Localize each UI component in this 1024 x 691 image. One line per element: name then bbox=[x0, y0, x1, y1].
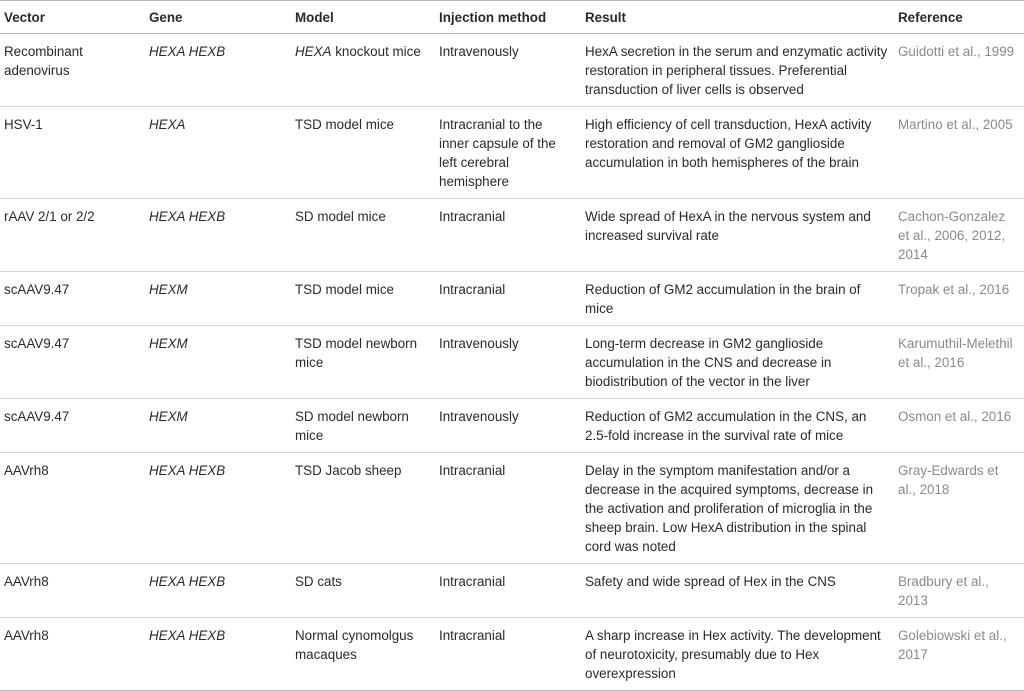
cell-model: TSD Jacob sheep bbox=[291, 453, 435, 564]
cell-reference: Gray-Edwards et al., 2018 bbox=[894, 453, 1024, 564]
cell-result: HexA secretion in the serum and enzymatic activity restoration in peripheral tissues. Preferential transduction of liver cells is observed bbox=[581, 34, 894, 107]
cell-reference: Cachon-Gonzalez et al., 2006, 2012, 2014 bbox=[894, 199, 1024, 272]
cell-reference: Martino et al., 2005 bbox=[894, 107, 1024, 199]
cell-injection-method: Intracranial bbox=[435, 564, 581, 618]
cell-model: SD model mice bbox=[291, 199, 435, 272]
cell-injection-method: Intracranial to the inner capsule of the left cerebral hemisphere bbox=[435, 107, 581, 199]
table-row bbox=[0, 272, 1024, 326]
cell-gene: HEXA HEXB bbox=[145, 564, 291, 618]
cell-result: Delay in the symptom manifestation and/or a decrease in the acquired symptoms, decrease in the activation and proliferation of microglia in the sheep brain. Low HexA distribution in the spinal cord was noted bbox=[581, 453, 894, 564]
header-gene: Gene bbox=[145, 1, 291, 34]
table-row bbox=[0, 564, 1024, 618]
table-row bbox=[0, 34, 1024, 107]
cell-result: Long-term decrease in GM2 ganglioside accumulation in the CNS and decrease in biodistribution of the vector in the liver bbox=[581, 326, 894, 399]
cell-injection-method: Intracranial bbox=[435, 199, 581, 272]
cell-model: TSD model mice bbox=[291, 107, 435, 199]
cell-result: A sharp increase in Hex activity. The development of neurotoxicity, presumably due to Hex overexpression bbox=[581, 618, 894, 691]
cell-injection-method: Intravenously bbox=[435, 326, 581, 399]
cell-gene: HEXM bbox=[145, 272, 291, 326]
cell-model: SD cats bbox=[291, 564, 435, 618]
cell-result: Wide spread of HexA in the nervous system and increased survival rate bbox=[581, 199, 894, 272]
cell-vector: HSV-1 bbox=[0, 107, 145, 199]
cell-reference: Guidotti et al., 1999 bbox=[894, 34, 1024, 107]
cell-reference: Osmon et al., 2016 bbox=[894, 399, 1024, 453]
cell-result: Reduction of GM2 accumulation in the brain of mice bbox=[581, 272, 894, 326]
cell-model: Normal cynomolgus macaques bbox=[291, 618, 435, 691]
cell-injection-method: Intracranial bbox=[435, 453, 581, 564]
cell-result: Reduction of GM2 accumulation in the CNS, an 2.5-fold increase in the survival rate of mice bbox=[581, 399, 894, 453]
cell-injection-method: Intracranial bbox=[435, 272, 581, 326]
cell-reference: Karumuthil-Melethil et al., 2016 bbox=[894, 326, 1024, 399]
cell-reference: Golebiowski et al., 2017 bbox=[894, 618, 1024, 691]
header-reference: Reference bbox=[894, 1, 1024, 34]
cell-model: TSD model mice bbox=[291, 272, 435, 326]
cell-gene: HEXA HEXB bbox=[145, 34, 291, 107]
header-model: Model bbox=[291, 1, 435, 34]
cell-vector: scAAV9.47 bbox=[0, 399, 145, 453]
cell-vector: AAVrh8 bbox=[0, 453, 145, 564]
header-result: Result bbox=[581, 1, 894, 34]
table-row bbox=[0, 107, 1024, 199]
cell-model: TSD model newborn mice bbox=[291, 326, 435, 399]
cell-gene: HEXA HEXB bbox=[145, 199, 291, 272]
table-row bbox=[0, 199, 1024, 272]
cell-vector: AAVrh8 bbox=[0, 618, 145, 691]
cell-result: Safety and wide spread of Hex in the CNS bbox=[581, 564, 894, 618]
header-vector: Vector bbox=[0, 1, 145, 34]
cell-result: High efficiency of cell transduction, HexA activity restoration and removal of GM2 ganglioside accumulation in both hemispheres of the brain bbox=[581, 107, 894, 199]
cell-gene: HEXA bbox=[145, 107, 291, 199]
cell-vector: AAVrh8 bbox=[0, 564, 145, 618]
cell-gene: HEXA HEXB bbox=[145, 618, 291, 691]
cell-model-text: knockout mice bbox=[331, 44, 421, 59]
table-body bbox=[0, 34, 1024, 691]
cell-vector: rAAV 2/1 or 2/2 bbox=[0, 199, 145, 272]
table-row bbox=[0, 618, 1024, 691]
cell-reference: Tropak et al., 2016 bbox=[894, 272, 1024, 326]
table-row bbox=[0, 326, 1024, 399]
cell-injection-method: Intracranial bbox=[435, 618, 581, 691]
cell-vector: Recombinant adenovirus bbox=[0, 34, 145, 107]
cell-gene: HEXM bbox=[145, 399, 291, 453]
cell-model bbox=[291, 34, 435, 107]
cell-injection-method: Intravenously bbox=[435, 34, 581, 107]
header-row bbox=[0, 1, 1024, 34]
cell-injection-method: Intravenously bbox=[435, 399, 581, 453]
table-row bbox=[0, 399, 1024, 453]
cell-gene: HEXA HEXB bbox=[145, 453, 291, 564]
table-row bbox=[0, 453, 1024, 564]
header-injection-method: Injection method bbox=[435, 1, 581, 34]
cell-reference: Bradbury et al., 2013 bbox=[894, 564, 1024, 618]
table-header bbox=[0, 1, 1024, 34]
cell-gene: HEXM bbox=[145, 326, 291, 399]
cell-vector: scAAV9.47 bbox=[0, 272, 145, 326]
cell-model: SD model newborn mice bbox=[291, 399, 435, 453]
cell-vector: scAAV9.47 bbox=[0, 326, 145, 399]
cell-model-gene: HEXA bbox=[295, 44, 332, 59]
